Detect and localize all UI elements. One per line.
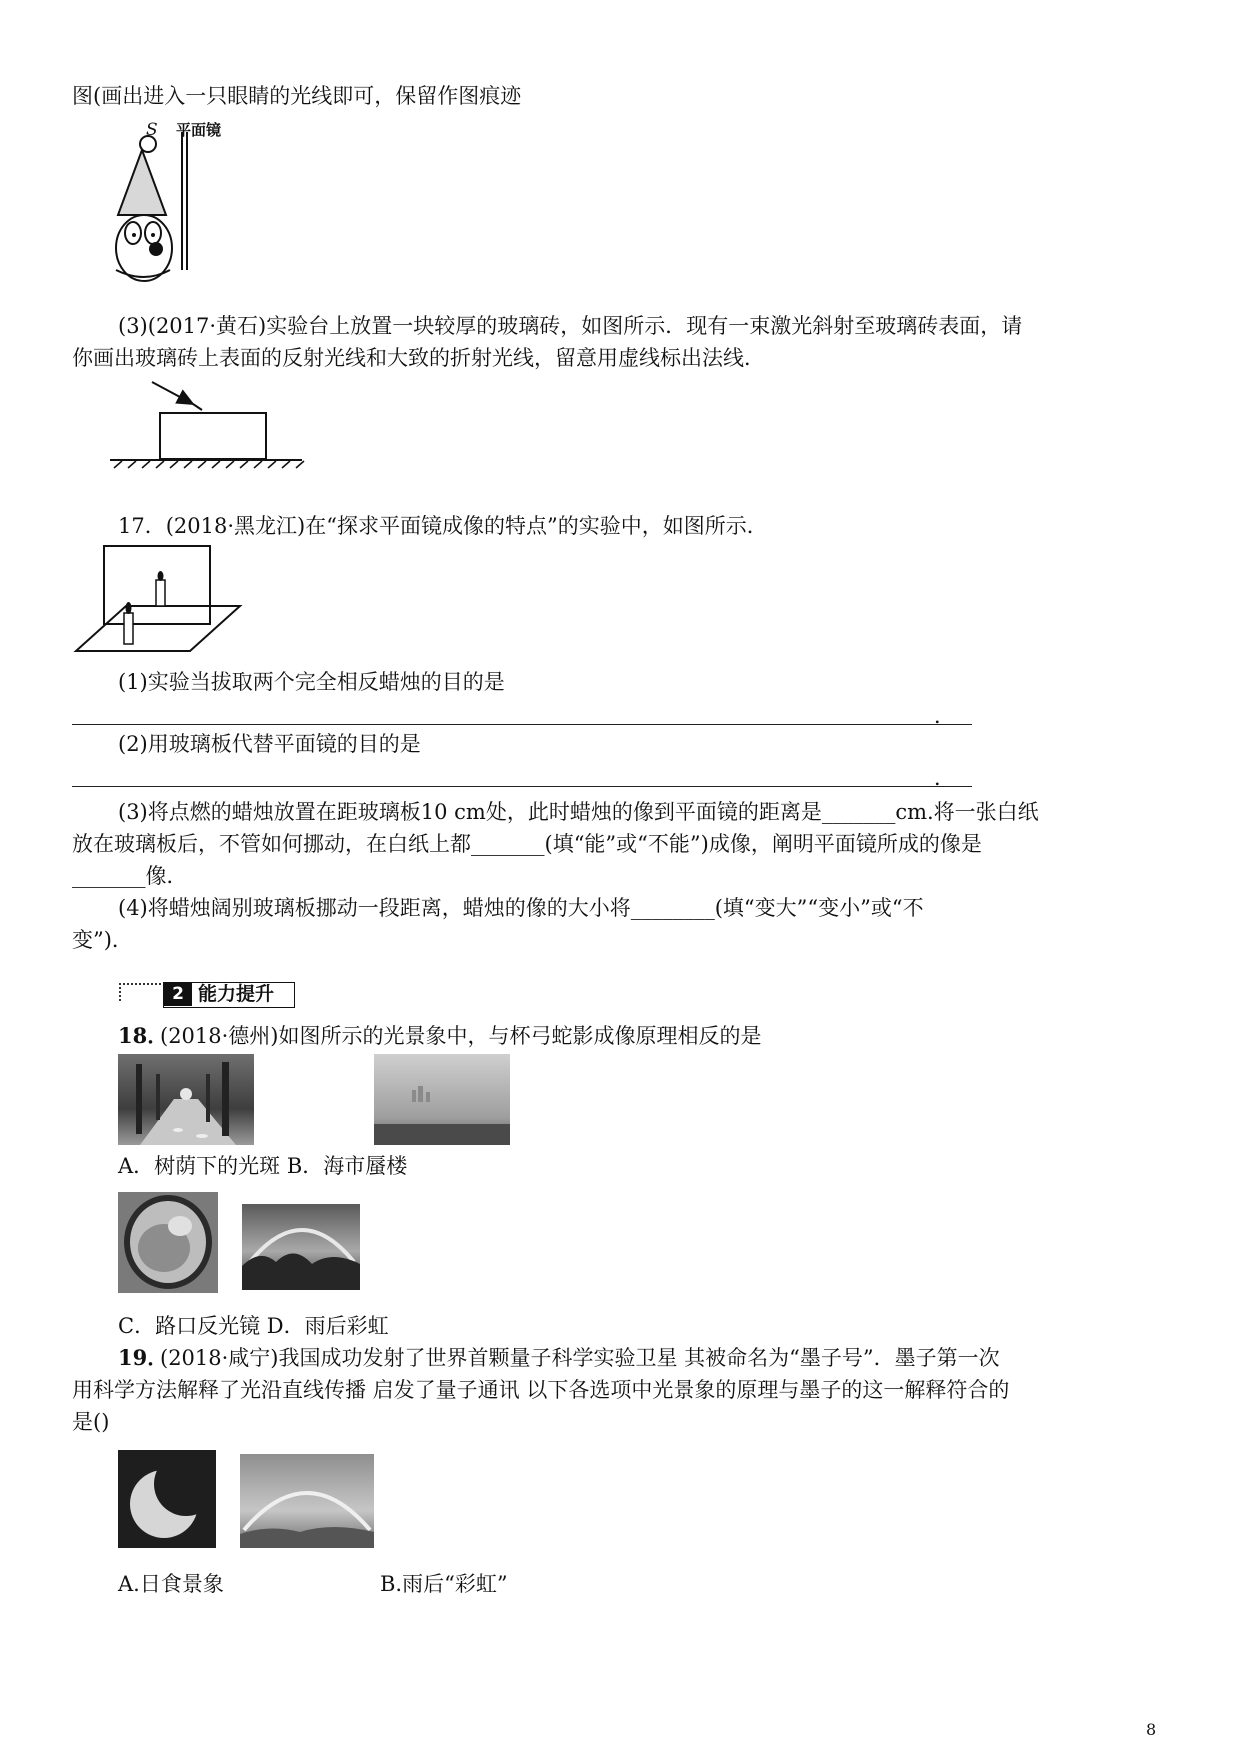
photo-convex-road-mirror	[118, 1192, 218, 1293]
q18-text: (2018·德州)如图所示的光景象中，与杯弓蛇影成像原理相反的是	[160, 1024, 762, 1048]
section-dotted-connector	[119, 983, 165, 1001]
q17-part1-answer-line	[72, 724, 972, 725]
q17-part2: (2)用玻璃板代替平面镜的目的是	[118, 732, 421, 756]
q17-part3-line3: _______像．	[72, 864, 188, 888]
q19-caption-a: A.日食景象	[118, 1572, 224, 1596]
section-header-badge	[163, 982, 295, 1008]
mirror-candle-figure	[74, 542, 244, 662]
q3-text-line1: (3)(2017·黄石)实验台上放置一块较厚的玻璃砖，如图所示．现有一束激光斜射至玻璃砖表面，请	[118, 314, 1023, 338]
photo-mirage	[374, 1054, 510, 1145]
q19-caption-b: B.雨后“彩虹”	[380, 1572, 508, 1596]
photo-solar-eclipse	[118, 1450, 216, 1548]
plane-mirror-label: 平面镜	[176, 121, 222, 139]
q19-text-line3: 是()	[72, 1410, 110, 1434]
q19-text-line1: (2018·咸宁)我国成功发射了世界首颗量子科学实验卫星 其被命名为“墨子号”．墨子第一次	[160, 1346, 1000, 1370]
q17-part1: (1)实验当拔取两个完全相反蜡烛的目的是	[118, 670, 505, 694]
point-s-label: S	[146, 120, 158, 140]
page-number: 8	[1146, 1720, 1157, 1739]
q18-caption-ab: A．树荫下的光斑 B．海市蜃楼	[118, 1154, 408, 1178]
q19-text-line2: 用科学方法解释了光沿直线传播 启发了量子通讯 以下各选项中光景象的原理与墨子的这一解释符合的	[72, 1378, 1010, 1402]
q17-title: 17．(2018·黑龙江)在“探求平面镜成像的特点”的实验中，如图所示．	[118, 514, 768, 538]
q19-number: 19．	[118, 1345, 169, 1370]
photo-rainbow-option-b	[240, 1454, 374, 1548]
q17-part4-line2: 变”)．	[72, 928, 133, 952]
q17-part2-period: ．	[934, 766, 955, 790]
q17-part3-line2: 放在玻璃板后，不管如何挪动，在白纸上都_______(填“能”或“不能”)成像，阐明平面镜所成的像是	[72, 832, 982, 856]
q17-part3-line1: (3)将点燃的蜡烛放置在距玻璃板10 cm处，此时蜡烛的像到平面镜的距离是_______cm.将一张白纸	[118, 800, 1039, 824]
q17-part4-line1: (4)将蜡烛阔别玻璃板挪动一段距离，蜡烛的像的大小将________(填“变大”“变小”或“不	[118, 896, 924, 920]
section-number: 2	[164, 983, 192, 1006]
q17-part2-answer-line	[72, 786, 972, 787]
photo-tree-shade-light-spots	[118, 1054, 254, 1145]
glass-brick-figure	[110, 372, 310, 472]
q18-number: 18．	[118, 1023, 169, 1048]
section-label: 能力提升	[198, 983, 275, 1005]
photo-rainbow-after-rain	[242, 1204, 360, 1290]
q3-text-line2: 你画出玻璃砖上表面的反射光线和大致的折射光线，留意用虚线标出法线．	[72, 346, 765, 370]
continued-question-text: 图(画出进入一只眼睛的光线即可，保留作图痕迹	[72, 84, 522, 108]
q17-part1-period: ．	[934, 704, 955, 728]
q18-caption-cd: C．路口反光镜 D．雨后彩虹	[118, 1314, 389, 1338]
